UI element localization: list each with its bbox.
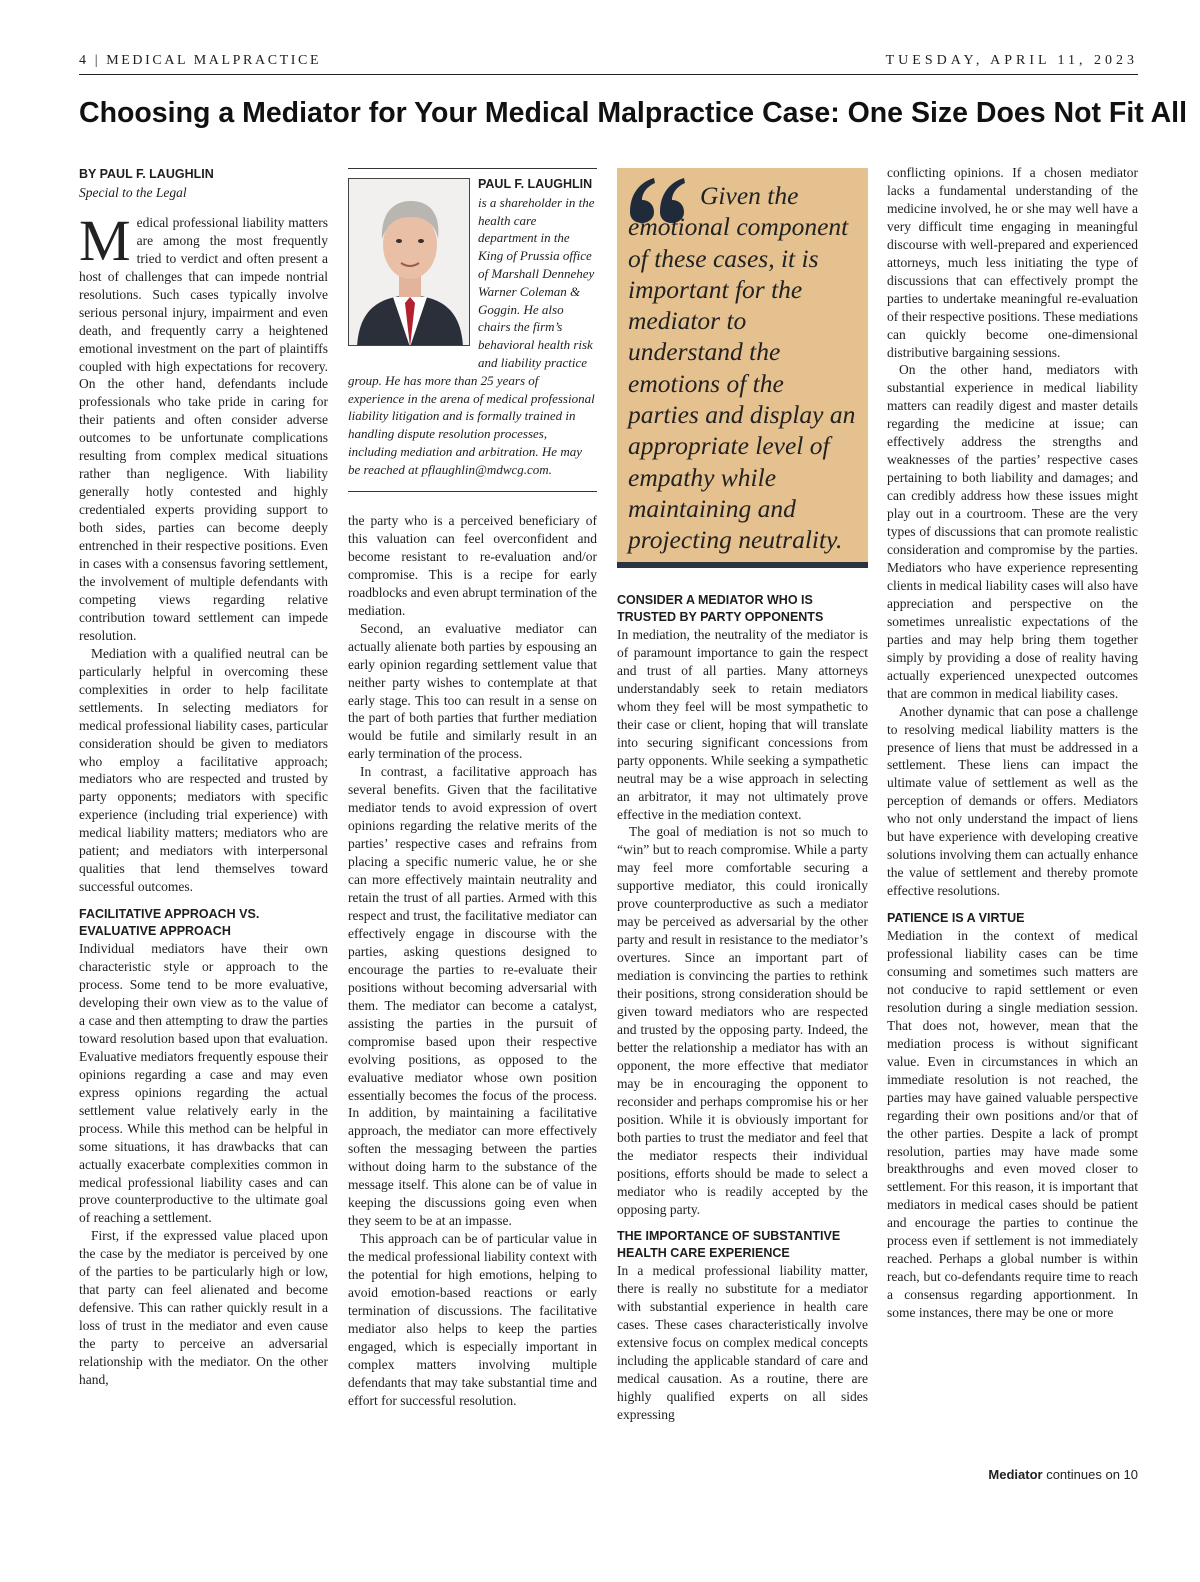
subhead-health-care-experience: THE IMPORTANCE OF SUBSTANTIVE HEALTH CARE EXPERIENCE	[617, 1229, 841, 1261]
section-label: 4 | MEDICAL MALPRACTICE	[79, 53, 322, 68]
article-column-3	[617, 582, 868, 1424]
article-column-2	[348, 512, 597, 1410]
article-column-1	[79, 166, 328, 1389]
page-header	[79, 53, 1138, 75]
paragraph: Another dynamic that can pose a challenge to resolving medical liability matters is the presence of liens that must be addressed in a settlement. These liens can impact the ultimate value of settlement as well as the perception of demands or offers. Mediators who not only understand the impact of liens but have experience with developing creative solutions involving them can actually enhance the value of settlement and thereby promote effective resolutions.	[887, 703, 1138, 899]
article-column-4	[887, 164, 1138, 1322]
subhead-trusted-mediator: CONSIDER A MEDIATOR WHO IS TRUSTED BY PARTY OPPONENTS	[617, 593, 824, 624]
byline: BY PAUL F. LAUGHLIN	[79, 167, 214, 181]
author-portrait-graphic	[349, 179, 470, 346]
article-headline: Choosing a Mediator for Your Medical Malpractice Case: One Size Does Not Fit All	[79, 97, 1188, 129]
paragraph: On the other hand, mediators with substantial experience in medical liability matters can readily digest and master details regarding the medicine at issue; can effectively address the strengths and weaknesses of the parties’ respective cases pertaining to both liability and damages; and can credibly address how these issues might play out in a courtroom. These are the very types of discussions that can promote realistic consideration and compromise by the parties. Mediators who have experience representing clients in medical liability cases will also have appreciation and perspective on the sometimes unrealistic expectations of the parties and may help bring them together simply by providing a dose of reality having actually experienced unexpected outcomes that are common in medical liability cases.	[887, 362, 1138, 701]
paragraph: In mediation, the neutrality of the mediator is of paramount importance to gain the respect and trust of all parties. Many attorneys understandably seek to retain mediators whom they feel will be most sympathetic to their case or client, hoping that will translate into securing significant concessions from party opponents. While seeking a sympathetic neutral may be a wise approach in selecting an arbitrator, it may not ultimately prove effective in the mediation context.	[617, 627, 868, 822]
issue-date: TUESDAY, APRIL 11, 2023	[885, 53, 1138, 68]
paragraph: Second, an evaluative mediator can actually alienate both parties by espousing an early opinion regarding settlement value that neither party wishes to contemplate at that early stage. This too can result in a sense on the part of both parties that further mediation would be futile and similarly result in an early termination of the process.	[348, 620, 597, 762]
pull-quote-body: Given the emotional component of these cases, it is important for the mediator to understand the emotions of the parties and display an appropriate level of empathy while maintaining and projecting neutrality.	[628, 181, 856, 555]
paragraph: This approach can be of particular value in the medical professional liability context with the potential for high emotions, helping to avoid emotion-based reactions or early termination of discussions. The facilitative mediator also helps to keep the parties engaged, which is especially important in complex matters involving multiple defendants that may take substantial time and effort for successful resolution.	[348, 1231, 597, 1408]
author-photo	[348, 178, 470, 346]
paragraph: The goal of mediation is not so much to “win” but to reach compromise. While a party may feel more comfortable securing a supportive mediator, this could ironically prove counterproductive as such a mediator may be perceived as adversarial by the other party and result in resistance to the mediator’s overtures. Since an important part of mediation is convincing the parties to rethink their positions, strong consideration should be given toward mediators who are respected and trusted by the opposing party. Indeed, the better the relationship a mediator has with an opponent, the more effective that mediator may be in encouraging the opponent to reconsider and perhaps compromise his or her position. While it is obviously important for both parties to trust the mediator and feel that the mediator respects their individual positions, efforts should be made to select a mediator who is readily accepted by the opposing party.	[617, 824, 868, 1217]
paragraph: the party who is a perceived beneficiary of this valuation can feel overconfident and become resistant to re-evaluation and/or compromise. This is a recipe for early roadblocks and even abrupt termination of the mediation.	[348, 513, 597, 618]
author-bio-description: is a shareholder in the health care department in the King of Prussia office of Marshall Dennehey Warner Coleman & Goggin. He also chairs the firm’s behavioral health risk and liability practice group. He has more than 25 years of experience in the arena of medical professional liability litigation and is formally trained in handling dispute resolution processes, including mediation and arbitration. He may be reached at pflaughlin@mdwcg.com.	[348, 194, 595, 477]
paragraph: Mediation in the context of medical professional liability cases can be time consuming and sometimes such matters are not conducive to rapid settlement or even resolution during a single mediation session. That does not, however, mean that the mediation process is without significant value. Even in circumstances in which an immediate resolution is not reached, the parties may have gained valuable perspective regarding their own positions and/or that of the other parties. Despite a lack of prompt resolution, parties may have made some breakthroughs and even moved closer to settlement. For this reason, it is important that mediators in medical cases should be patient and encourage the parties to continue the process even if settlement is not immediately reached. Perhaps a global number is within reach, but co-defendants require time to reach a consensus regarding apportionment. In some instances, there may be one or more	[887, 928, 1138, 1321]
pull-quote-text	[628, 180, 860, 556]
paragraph: Individual mediators have their own characteristic style or approach to the process. Some tend to be more evaluative, developing their own view as to the value of a case and then attempting to draw the parties toward resolution based upon that evaluation. Evaluative mediators frequently espouse their opinions regarding a case and may even express opinions regarding the actual settlement value relatively early in the process. While this method can be helpful in some situations, it has drawbacks that can actually exacerbate complexities common in medical professional liability cases and can prove counterproductive to the ultimate goal of reaching a settlement.	[79, 941, 328, 1226]
drop-cap: M	[79, 207, 131, 273]
lead-paragraph-text: edical professional liability matters are among the most frequently tried to verdict and often present a host of challenges that can impede nontrial resolutions. Such cases typically involve serious personal injury, impairment and even death, and frequently carry a heightened emotional investment on the part of plaintiffs coupled with high expectations for recovery. On the other hand, defendants include professionals who take pride in caring for their patients and often consider adverse outcomes to be unfortunate complications resulting from complex medical situations rather than negligence. With liability generally hotly contested and highly credentialed experts providing support to both sides, parties can become deeply entrenched in their respective positions. Even in cases with a consensus favoring settlement, the involvement of multiple defendants with competing views regarding relative contribution toward settlement can impede resolution.	[79, 214, 328, 643]
lead-paragraph	[79, 207, 328, 645]
continuation-note	[988, 1467, 1138, 1482]
subhead-patience: PATIENCE IS A VIRTUE	[887, 911, 1025, 926]
continuation-text: continues on 10	[1046, 1467, 1138, 1482]
paragraph: In a medical professional liability matter, there is really no substitute for a mediator with substantial experience in health care cases. These cases characteristically involve extensive focus on complex medical concepts including the applicable standard of care and medical causation. As a routine, there are highly qualified experts on all sides expressing	[617, 1263, 868, 1423]
subhead-facilitative-vs-evaluative: FACILITATIVE APPROACH VS. EVALUATIVE APPROACH	[79, 907, 260, 939]
byline-affiliation: Special to the Legal	[79, 184, 187, 200]
paragraph: First, if the expressed value placed upon the case by the mediator is perceived by one of the parties to be particularly high or low, that party can feel alienated and become defensive. This can rather quickly result in a loss of trust in the mediator and even cause the party to perceive an adversarial relationship with the mediator. On the other hand,	[79, 1228, 328, 1387]
paragraph: In contrast, a facilitative approach has several benefits. Given that the facilitative mediator tends to avoid expression of overt opinions regarding the relative merits of the parties’ respective cases and refrains from placing a specific numeric value, he or she can more effectively maintain neutrality and retain the trust of all parties. Armed with this respect and trust, the facilitative mediator can effectively engage in discourse with the parties, asking questions designed to encourage the parties to re-evaluate their positions without becoming adversarial with them. The mediator can become a catalyst, assisting the parties in the pursuit of compromise based upon their respective evolving positions, as opposed to the evaluative mediator whose own position essentially becomes the focus of the process. In addition, by maintaining a facilitative approach, the mediator can more effectively soften the messaging between the parties without doing harm to the substance of the message itself. This alone can be of value in keeping the discussions going even when they seem to be at an impasse.	[348, 764, 597, 1229]
pull-quote-box	[617, 168, 868, 568]
paragraph: conflicting opinions. If a chosen mediator lacks a fundamental understanding of the medicine involved, he or she may well have a very difficult time engaging in meaningful discourse with well-prepared and experienced attorneys, much less initiating the type of discussions that can effectively prompt the parties to undertake meaningful re-evaluation of their respective positions. These mediations can quickly become one-dimensional distributive bargaining sessions.	[887, 165, 1138, 360]
continuation-label: Mediator	[988, 1467, 1043, 1482]
author-name: PAUL F. LAUGHLIN	[478, 177, 593, 191]
author-bio-box	[348, 168, 597, 492]
paragraph: Mediation with a qualified neutral can be particularly helpful in overcoming these complexities in order to help facilitate settlements. In selecting mediators for medical professional liability cases, particular consideration should be given to mediators who employ a facilitative approach; mediators who are respected and trusted by party opponents; mediators with specific experience (including trial experience) with medical liability matters; mediators who are patient; and mediators with interpersonal qualities that lend themselves toward successful outcomes.	[79, 645, 328, 895]
